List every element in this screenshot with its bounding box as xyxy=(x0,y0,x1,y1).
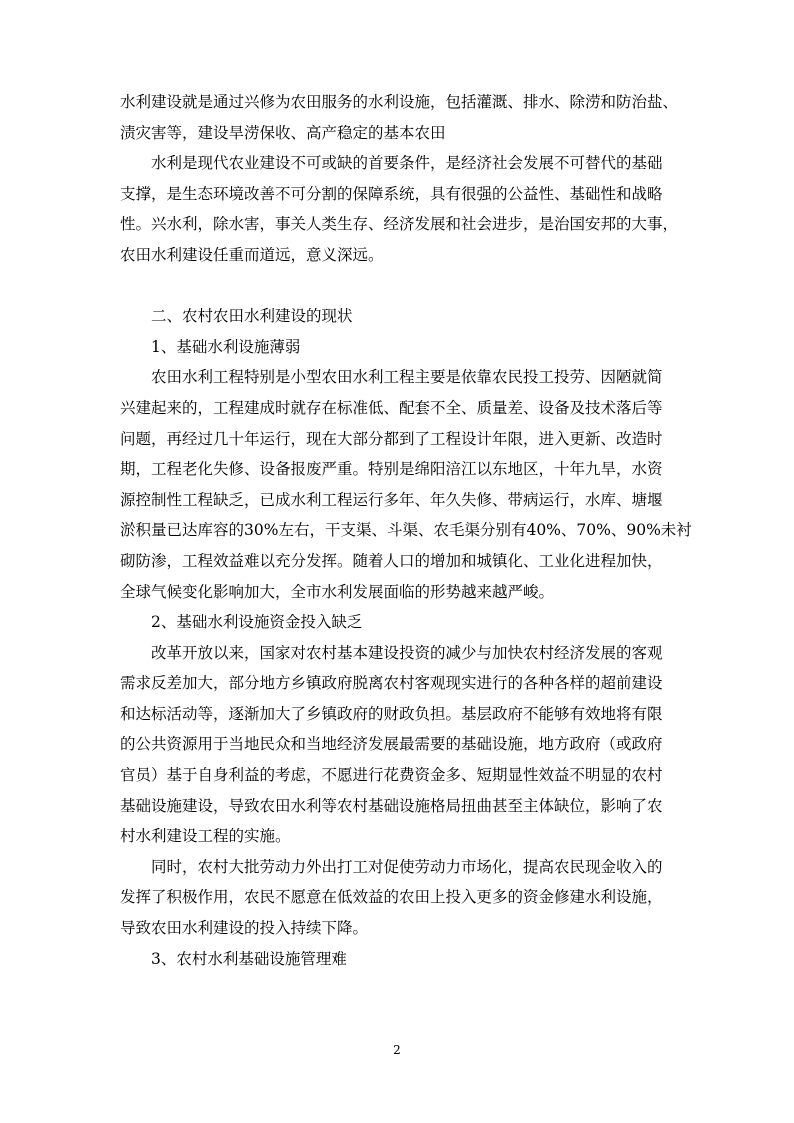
text-line: 渍灾害等，建设旱涝保收、高产稳定的基本农田 xyxy=(120,123,446,142)
section-heading: 二、农村农田水利建设的现状 xyxy=(120,307,353,326)
text-line: 问题，再经过几十年运行，现在大部分都到了工程设计年限，进入更新、改造时 xyxy=(120,429,663,448)
text-line: 兴建起来的，工程建成时就存在标准低、配套不全、质量差、设备及技术落后等 xyxy=(120,398,663,417)
text-line: 支撑，是生态环境改善不可分割的保障系统，具有很强的公益性、基础性和战略 xyxy=(120,184,663,203)
text-line: 农田水利建设任重而道远，意义深远。 xyxy=(120,245,384,264)
text-line: 水利建设就是通过兴修为农田服务的水利设施，包括灌溉、排水、除涝和防治盐、 xyxy=(120,93,679,111)
text-line: 全球气候变化影响加大，全市水利发展面临的形势越来越严峻。 xyxy=(120,582,555,601)
text-line: 同时，农村大批劳动力外出打工对促使劳动力市场化，提高农民现金收入的 xyxy=(120,857,663,876)
text-line: 农田水利工程特别是小型农田水利工程主要是依靠农民投工投劳、因陋就简 xyxy=(120,368,663,387)
text-line: 水利是现代农业建设不可或缺的首要条件，是经济社会发展不可替代的基础 xyxy=(120,154,663,173)
text-line: 需求反差加大，部分地方乡镇政府脱离农村客观现实进行的各种各样的超前建设 xyxy=(120,674,663,693)
text-line: 官员）基于自身利益的考虑，不愿进行花费资金多、短期显性效益不明显的农村 xyxy=(120,766,663,785)
text-line: 和达标活动等，逐渐加大了乡镇政府的财政负担。基层政府不能够有效地将有限 xyxy=(120,704,663,723)
subsection-heading: 3、农村水利基础设施管理难 xyxy=(120,949,347,968)
subsection-heading: 1、基础水利设施薄弱 xyxy=(120,337,301,356)
text-line: 的公共资源用于当地民众和当地经济发展最需要的基础设施，地方政府（或政府 xyxy=(120,735,663,754)
text-line: 基础设施建设，导致农田水利等农村基础设施格局扭曲甚至主体缺位，影响了农 xyxy=(120,796,663,815)
page-number: 2 xyxy=(393,1043,401,1057)
text-line: 源控制性工程缺乏，已成水利工程运行多年、年久失修、带病运行，水库、塘堰 xyxy=(120,490,663,509)
subsection-heading: 2、基础水利设施资金投入缺乏 xyxy=(120,613,363,632)
text-line: 改革开放以来，国家对农村基本建设投资的减少与加快农村经济发展的客观 xyxy=(120,643,663,662)
text-line: 性。兴水利，除水害，事关人类生存、经济发展和社会进步，是治国安邦的大事， xyxy=(120,215,679,234)
text-line: 淤积量已达库容的30%左右，干支渠、斗渠、农毛渠分别有40%、70%、90%未衬 xyxy=(120,521,692,540)
text-line: 村水利建设工程的实施。 xyxy=(120,827,291,846)
body-text xyxy=(120,87,692,974)
text-line: 砌防渗，工程效益难以充分发挥。随着人口的增加和城镇化、工业化进程加快， xyxy=(120,551,663,570)
text-line: 导致农田水利建设的投入持续下降。 xyxy=(120,919,369,938)
text-line: 发挥了积极作用，农民不愿意在低效益的农田上投入更多的资金修建水利设施， xyxy=(120,888,663,907)
text-line: 期，工程老化失修、设备报废严重。特别是绵阳涪江以东地区，十年九旱，水资 xyxy=(120,460,663,479)
blank-line xyxy=(120,271,680,302)
